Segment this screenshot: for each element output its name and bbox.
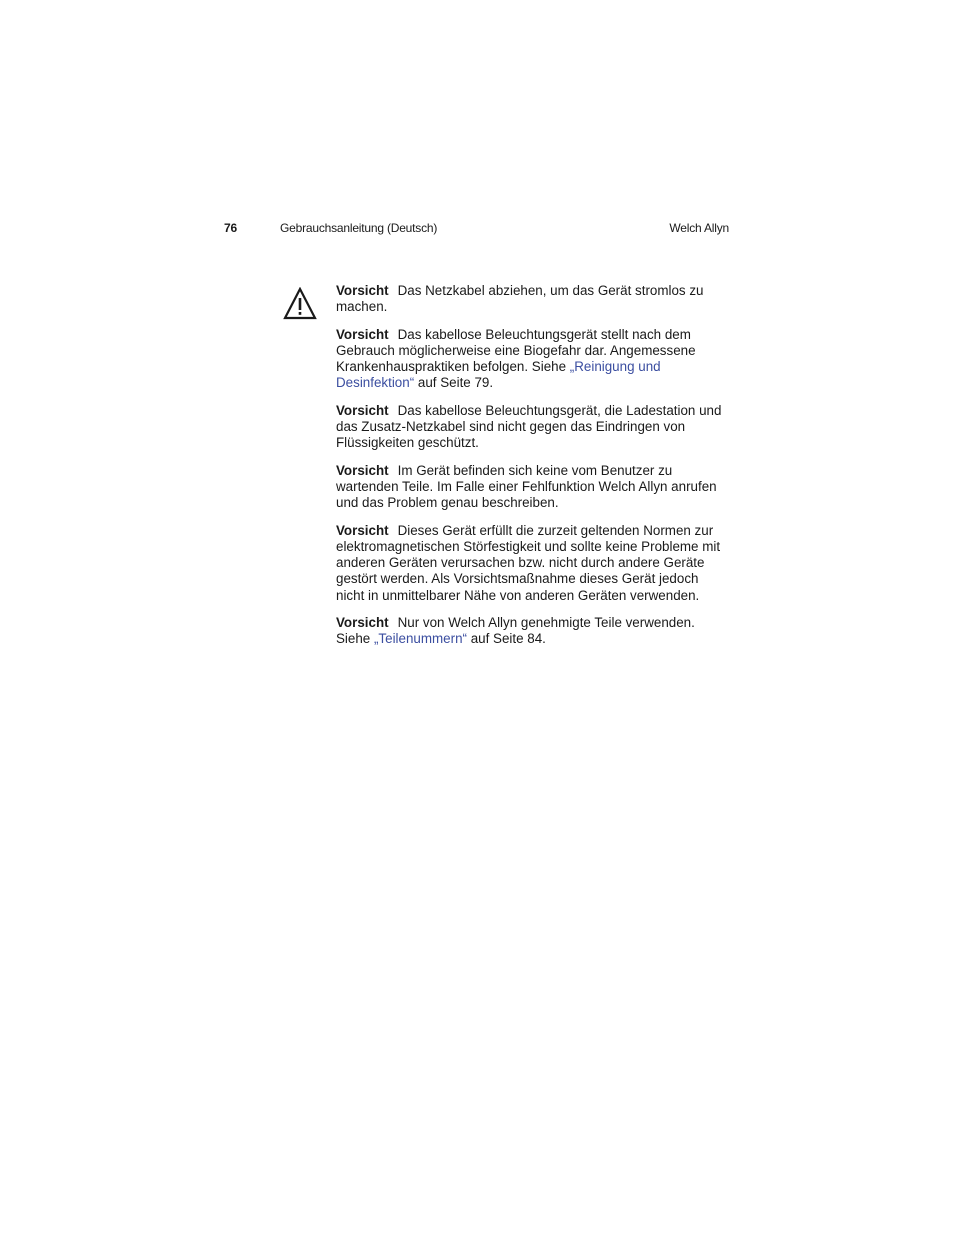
caution-text-suffix: auf Seite 84.: [466, 631, 546, 647]
caution-item: [336, 615, 729, 648]
page-number: 76: [224, 221, 237, 235]
caution-label: Vorsicht: [336, 326, 389, 342]
caution-label: Vorsicht: [336, 402, 389, 418]
caution-text-suffix: auf Seite 79.: [414, 375, 494, 391]
page-header: [224, 221, 729, 239]
document-title: Gebrauchsanleitung (Deutsch): [280, 221, 438, 235]
caution-item: [336, 403, 729, 452]
caution-text: Das kabellose Beleuchtungsgerät stellt nach dem Gebrauch möglicherweise eine Biogefahr dar. Angemessene Krankenhauspraktiken befolgen. Siehe: [336, 326, 696, 375]
brand-name: Welch Allyn: [669, 221, 729, 235]
caution-item: [336, 463, 729, 512]
caution-list: [336, 283, 729, 659]
caution-text: Das kabellose Beleuchtungsgerät, die Ladestation und das Zusatz-Netzkabel sind nicht gegen das Eindringen von Flüssigkeiten geschützt.: [336, 402, 722, 451]
caution-label: Vorsicht: [336, 283, 389, 298]
cross-reference-link[interactable]: „Teilenummern“: [373, 631, 467, 647]
cross-reference-link[interactable]: „Reinigung und Desinfektion“: [336, 359, 661, 391]
caution-item: [336, 283, 729, 316]
warning-triangle-icon: [283, 287, 317, 321]
caution-text: Im Gerät befinden sich keine vom Benutzer zu wartenden Teile. Im Falle einer Fehlfunktion Welch Allyn anrufen und das Problem genau beschreiben.: [336, 462, 717, 511]
caution-item: [336, 523, 729, 604]
caution-label: Vorsicht: [336, 522, 389, 538]
caution-label: Vorsicht: [336, 615, 389, 631]
caution-text: Nur von Welch Allyn genehmigte Teile verwenden. Siehe: [336, 615, 695, 647]
caution-text: Dieses Gerät erfüllt die zurzeit geltenden Normen zur elektromagnetischen Störfestigkeit und sollte keine Probleme mit anderen Geräten verursachen bzw. nicht durch andere Geräte gestört werden. Als Vorsichtsmaßnahme dieses Gerät jedoch nicht in unmittelbarer Nähe von anderen Geräten verwenden.: [336, 522, 721, 603]
caution-item: [336, 327, 729, 392]
caution-text: Das Netzkabel abziehen, um das Gerät stromlos zu machen.: [336, 283, 704, 315]
caution-label: Vorsicht: [336, 462, 389, 478]
